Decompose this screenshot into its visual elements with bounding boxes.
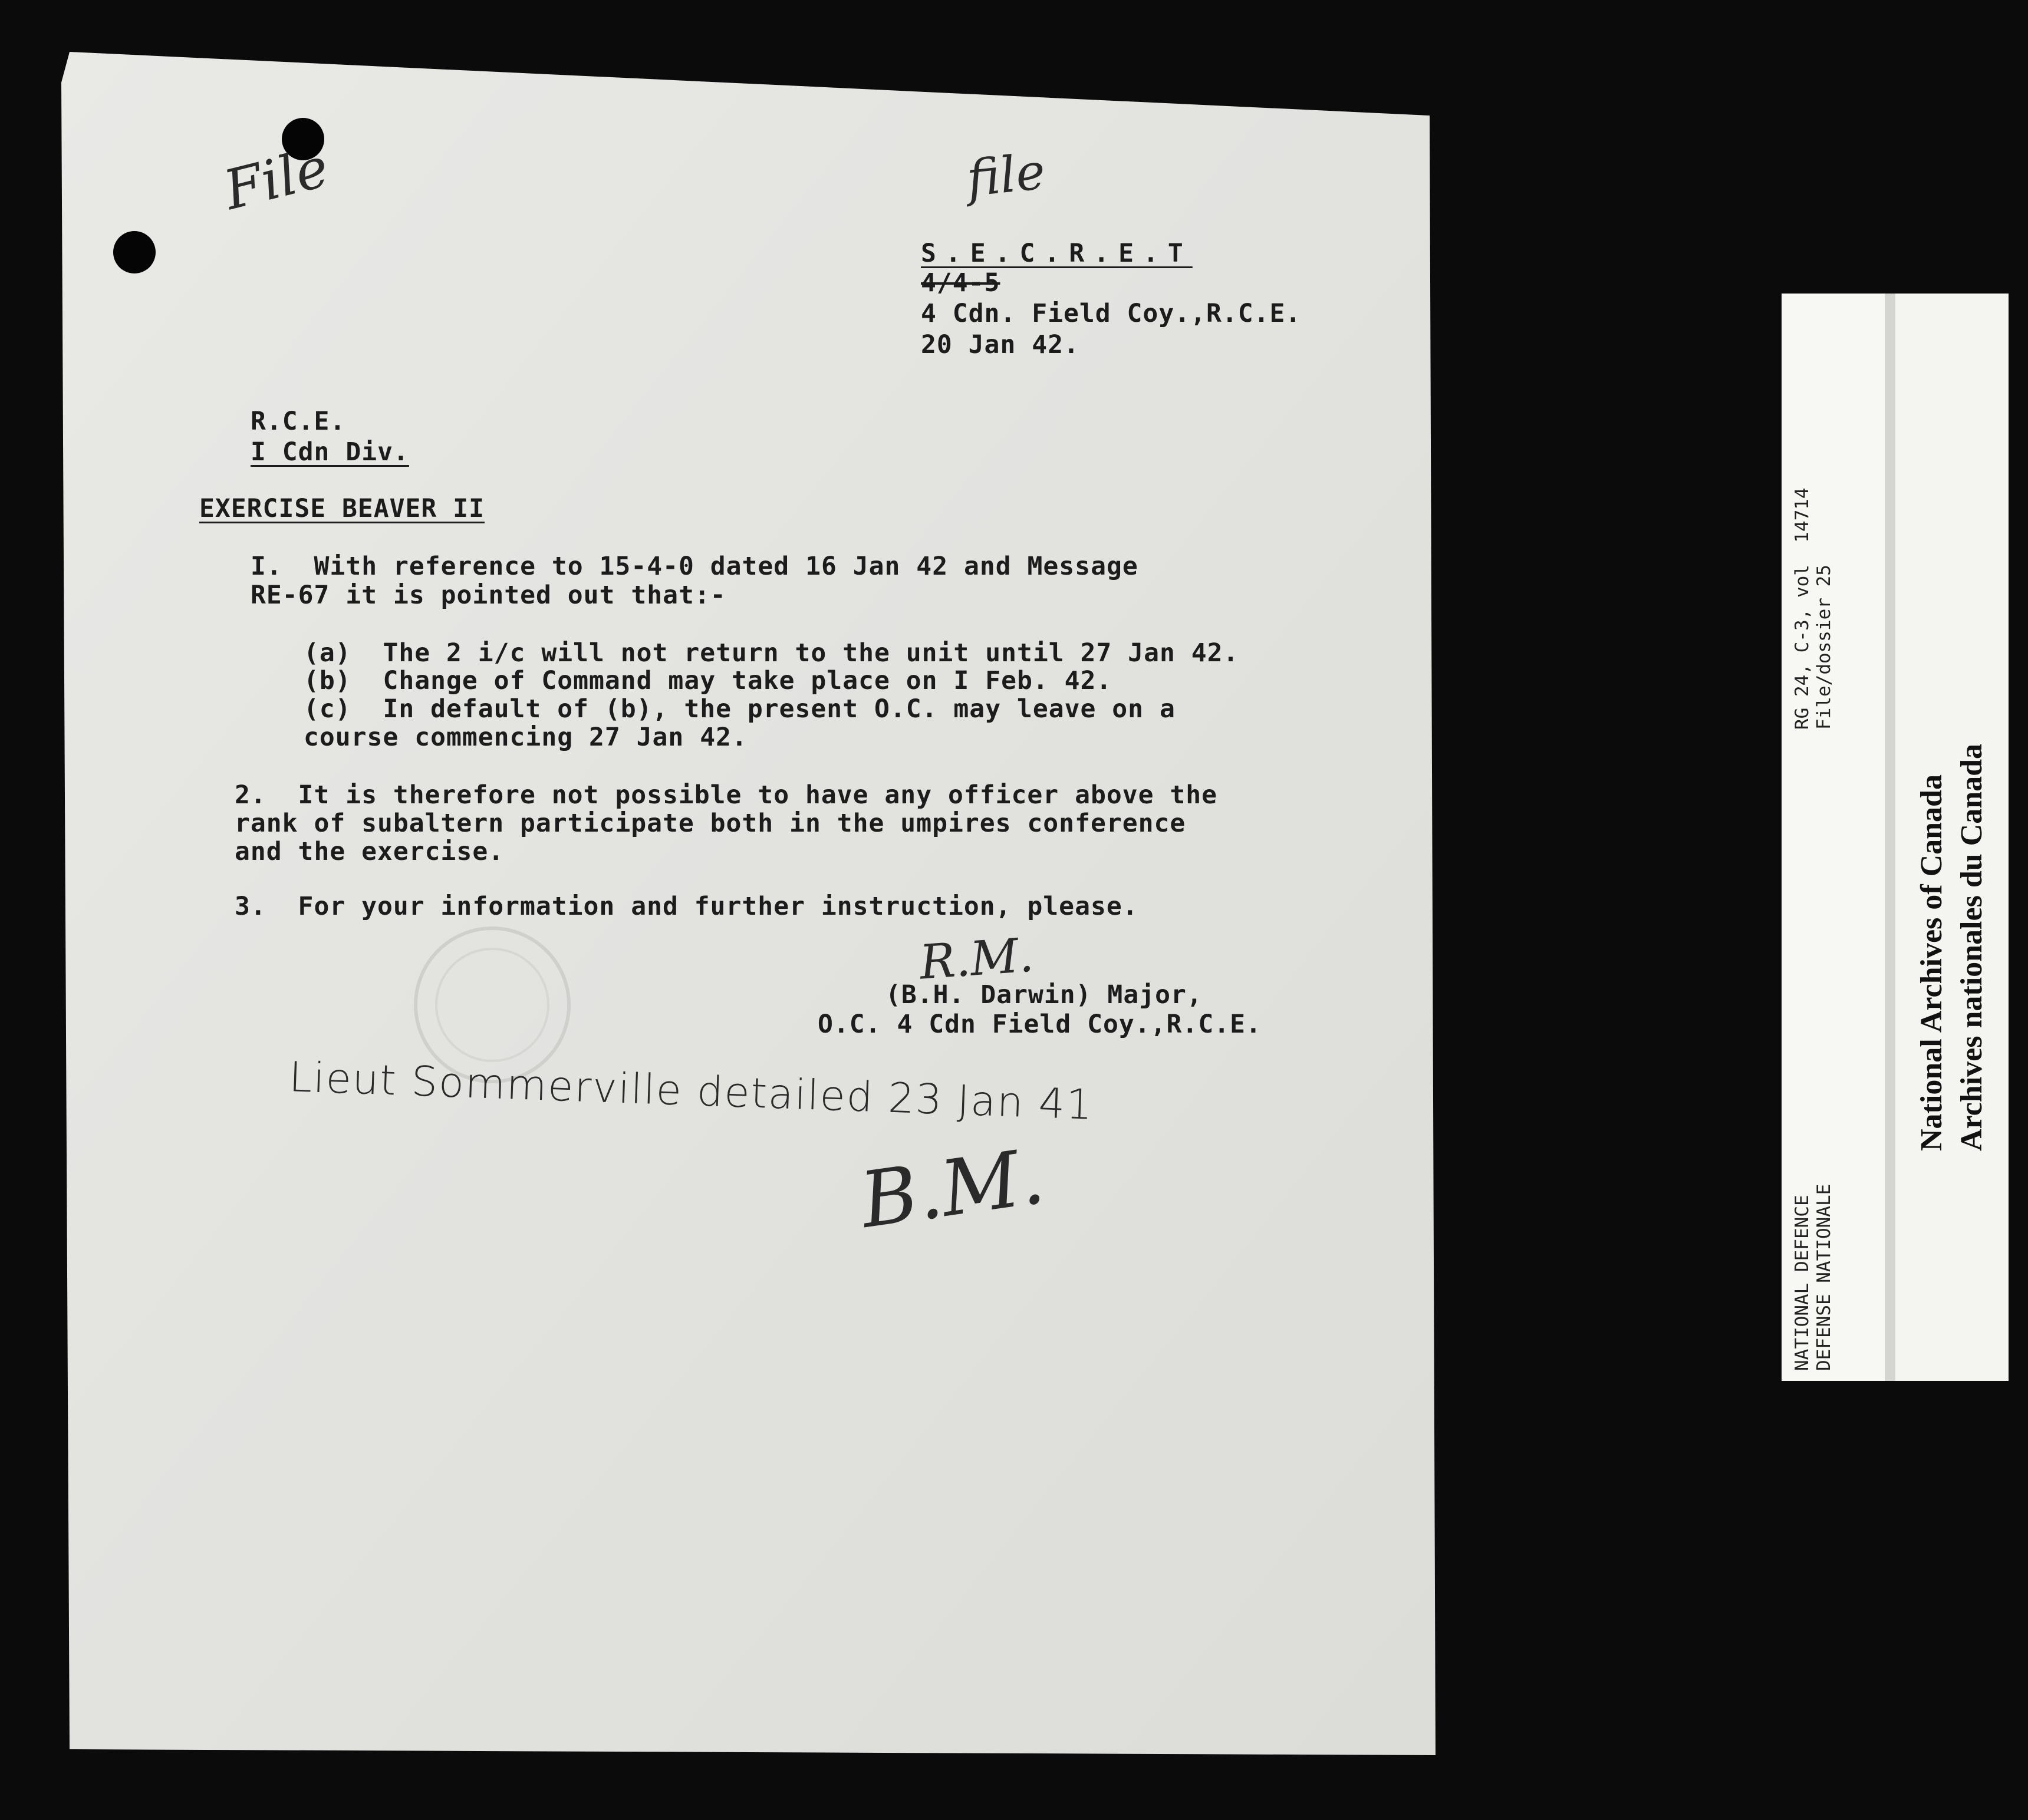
archive-reference-column: [1782, 294, 1887, 1381]
para1-line1: I. With reference to 15-4-0 dated 16 Jan 42 and Message: [251, 552, 1138, 581]
list-item-b: (b) Change of Command may take place on I Feb. 42.: [304, 666, 1112, 695]
list-item-a: (a) The 2 i/c will not return to the unit until 27 Jan 42.: [304, 638, 1239, 668]
archive-ref-line2: File/dossier 25: [1813, 565, 1835, 730]
subject-line: EXERCISE BEAVER II: [199, 494, 485, 523]
list-item-c-cont: course commencing 27 Jan 42.: [304, 723, 748, 752]
para2-line1: 2. It is therefore not possible to have any officer above the: [235, 780, 1218, 810]
handwritten-initials: R.M.: [917, 927, 1036, 990]
list-item-c: (c) In default of (b), the present O.C. may leave on a: [304, 694, 1176, 724]
department-line1: NATIONAL DEFENCE: [1792, 1195, 1813, 1371]
addressee-line-2: I Cdn Div.: [251, 437, 409, 467]
punch-hole-left: [113, 231, 156, 273]
archive-label-strip: [1782, 294, 2009, 1381]
archive-name-french: Archives nationales du Canada: [1955, 743, 1989, 1151]
reference-number: 4/4-5: [921, 268, 1000, 298]
letter-date: 20 Jan 42.: [921, 330, 1079, 360]
archive-name-english: National Archives of Canada: [1915, 774, 1948, 1151]
handwritten-bottom-signature: B.M.: [855, 1131, 1050, 1245]
archive-ref-line1: RG 24, C-3, vol 14714: [1792, 487, 1813, 730]
department-line2: DEFENSE NATIONALE: [1813, 1183, 1835, 1371]
signatory-title: O.C. 4 Cdn Field Coy.,R.C.E.: [818, 1010, 1262, 1039]
para2-line2: rank of subaltern participate both in the umpires conference: [235, 809, 1186, 838]
para2-line3: and the exercise.: [235, 837, 505, 866]
addressee-line-1: R.C.E.: [251, 407, 346, 436]
para1-line2: RE-67 it is pointed out that:-: [251, 581, 726, 610]
sender-unit: 4 Cdn. Field Coy.,R.C.E.: [921, 299, 1302, 328]
handwritten-annotation: Lieut Sommerville detailed 23 Jan 41: [288, 1053, 1095, 1129]
handwritten-file-note-top: file: [964, 142, 1048, 208]
signatory-name: (B.H. Darwin) Major,: [885, 980, 1203, 1010]
classification-marking: S.E.C.R.E.T: [921, 239, 1193, 268]
handwritten-file-note-left: File: [218, 136, 335, 222]
strip-edge: [1885, 294, 1895, 1381]
para3: 3. For your information and further instruction, please.: [235, 892, 1138, 921]
